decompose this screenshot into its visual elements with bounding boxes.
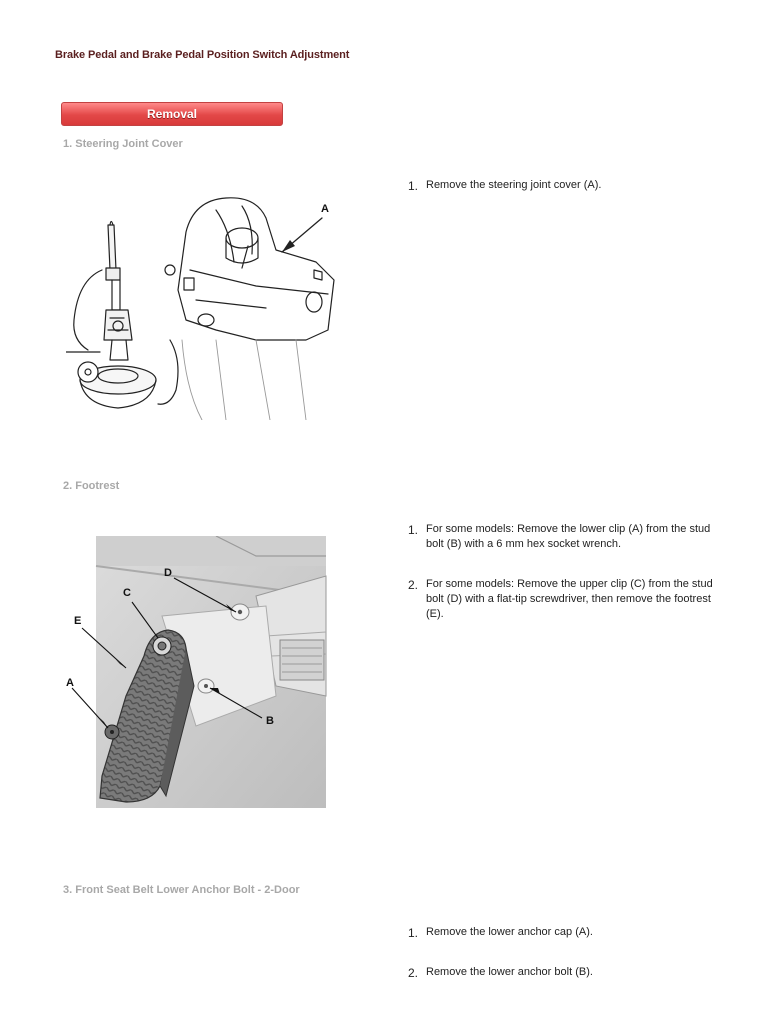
page-title: Brake Pedal and Brake Pedal Position Switch Adjustment [55,49,350,61]
section-heading-footrest: 2. Footrest [63,480,120,492]
step-2-1: 1. For some models: Remove the lower clip (A) from the stud bolt (B) with a 6 mm hex socket wrench. [408,523,711,550]
step-2-2: 2. For some models: Remove the upper clip (C) from the stud bolt (D) with a flat-tip screwdriver, then remove the footrest (E). [408,578,713,620]
steering-joint-cover-illustration [66,190,346,420]
figure-label-a: A [321,203,329,215]
footrest-illustration [66,536,328,808]
removal-banner: Removal [61,102,283,126]
figure-label-e: E [74,615,82,627]
section-heading-front-seat-belt: 3. Front Seat Belt Lower Anchor Bolt - 2-Door [63,884,300,896]
figure-label-b: B [266,715,274,727]
section-heading-steering-joint-cover: 1. Steering Joint Cover [63,138,183,150]
step-1-1: 1. Remove the steering joint cover (A). [408,179,602,193]
figure-label-d: D [164,567,172,579]
step-3-1: 1. Remove the lower anchor cap (A). [408,926,593,940]
figure-label-c: C [123,587,131,599]
step-3-2: 2. Remove the lower anchor bolt (B). [408,966,593,980]
figure-label-a: A [66,677,74,689]
